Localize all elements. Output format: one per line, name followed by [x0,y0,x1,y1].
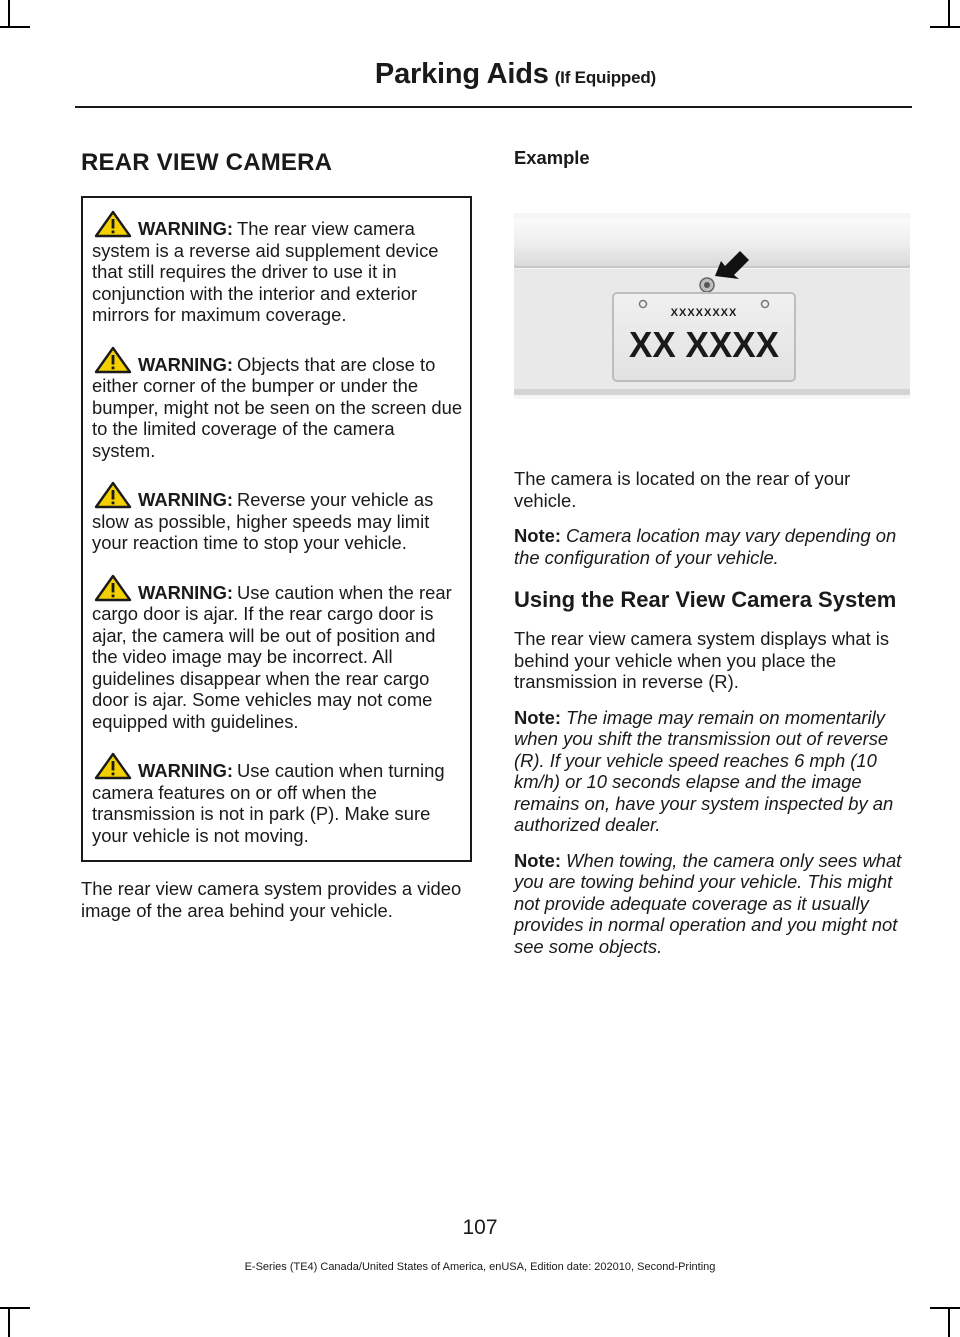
header-subtitle: (If Equipped) [554,68,656,87]
crop-mark [948,0,950,28]
warning-label: WARNING: [138,760,234,781]
warning-text: Use caution when the rear cargo door is ajar. If the rear cargo door is ajar, the camera will be out of position and the video image may be incorrect. All guidelines disappear when the rear cargo door is ajar. Some vehicles may not come equipped with guidelines. [92,581,452,732]
warning-item [92,574,463,733]
camera-location-text: The camera is located on the rear of your vehicle. [514,468,851,511]
warning-label: WARNING: [138,581,234,603]
warning-item [92,210,463,326]
right-column [514,145,905,957]
page-number: 107 [462,1216,498,1239]
warning-text: Use caution when turning camera features on or off when the transmission is not in park (P). Make sure your vehicle is not moving. [92,760,445,846]
crop-mark [0,26,30,28]
note-label: Note: [514,849,561,871]
section-title: REAR VIEW CAMERA [81,149,333,176]
warning-triangle-icon [94,346,132,374]
crop-mark [8,0,10,28]
left-column [81,145,472,921]
page-header [375,58,656,91]
note [514,707,905,836]
note-text: When towing, the camera only sees what you are towing behind your vehicle. This might not provide adequate coverage as it usually provides in normal operation and you might not see some objects. [514,849,902,957]
warning-triangle-icon [94,210,132,238]
warning-triangle-icon [94,481,132,509]
example-label: Example [514,147,590,168]
footer-text: E-Series (TE4) Canada/United States of America, enUSA, Edition date: 202010, Second-Printing [244,1261,716,1273]
warning-text: Reverse your vehicle as slow as possible, higher speeds may limit your reaction time to stop your vehicle. [92,489,434,553]
warning-item [92,752,463,846]
warning-triangle-icon [94,752,132,780]
bumper-upper [514,219,910,267]
crop-mark [0,1307,30,1309]
note-label: Note: [514,706,561,728]
subheading: Using the Rear View Camera System [514,587,897,612]
warning-box [81,196,472,862]
note-text: The image may remain on momentarily when you shift the transmission out of reverse (R). If your vehicle speed reaches 6 mph (10 km/h) or 10 seconds elapse and the image remains on, have your system inspected by an authorized dealer. [514,706,894,835]
note [514,525,905,568]
camera-description: The rear view camera system provides a video image of the area behind your vehicle. [81,878,462,921]
using-camera-text: The rear view camera system displays what is behind your vehicle when you place the transmission in reverse (R). [514,628,890,692]
plate-text: XX XXXX [629,324,779,365]
crop-mark [930,1307,960,1309]
warning-text: The rear view camera system is a reverse aid supplement device that still requires the driver to use it in conjunction with the interior and exterior mirrors for maximum coverage. [92,218,439,325]
note-text: Camera location may vary depending on the configuration of your vehicle. [514,525,897,568]
warning-text: Objects that are close to either corner of the bumper or under the bumper, might not be seen on the screen due to the limited coverage of the camera system. [92,353,463,461]
warning-item [92,481,463,554]
crop-mark [948,1307,950,1337]
warning-label: WARNING: [138,218,234,239]
crop-mark [930,26,960,28]
note [514,850,905,958]
warning-triangle-icon [94,574,132,602]
crop-mark [8,1307,10,1337]
warning-item [92,346,463,462]
warning-label: WARNING: [138,489,234,510]
camera-location-figure [514,213,910,399]
header-title: Parking Aids [374,58,549,90]
warning-label: WARNING: [138,353,234,375]
note-label: Note: [514,525,561,546]
plate-small-text: XXXXXXXX [670,307,738,319]
header-rule [75,106,912,108]
